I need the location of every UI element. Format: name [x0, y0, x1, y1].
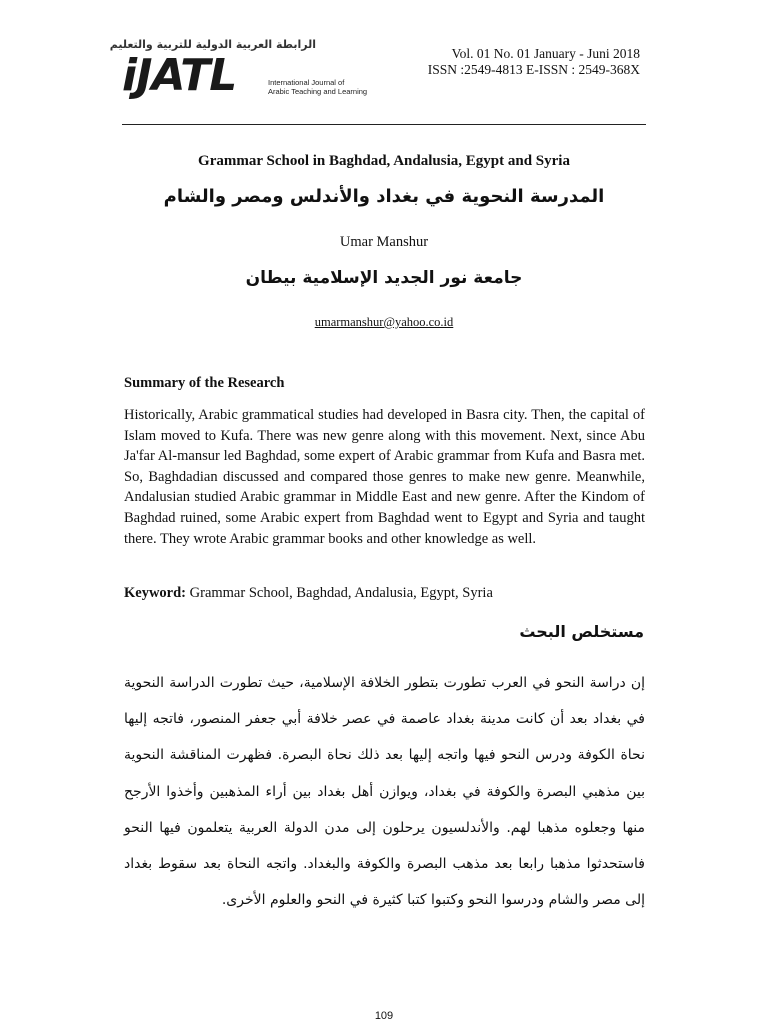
arabic-summary-heading: مستخلص البحث [519, 622, 644, 641]
author-email-container [122, 315, 646, 330]
summary-heading: Summary of the Research [124, 375, 285, 391]
article-title-arabic: المدرسة النحوية في بغداد والأندلس ومصر والشام [163, 186, 605, 207]
logo-mark: iJATL [122, 50, 237, 101]
header-divider [122, 124, 646, 125]
issn-line: ISSN :2549-4813 E-ISSN : 2549-368X [427, 62, 640, 77]
journal-logo [109, 38, 368, 108]
keyword-list: Grammar School, Baghdad, Andalusia, Egypt, Syria [189, 585, 493, 601]
author-name: Umar Manshur [339, 234, 429, 250]
logo-subtitle-line2: Arabic Teaching and Learning [268, 87, 368, 96]
page-number: 109 [374, 1010, 394, 1022]
author-email-link[interactable]: umarmanshur@yahoo.co.id [314, 315, 454, 329]
volume-line: Vol. 01 No. 01 January - Juni 2018 [451, 46, 640, 61]
journal-info [428, 46, 640, 78]
keyword-label: Keyword: [124, 585, 187, 601]
logo-subtitle-line1: International Journal of [268, 78, 345, 87]
arabic-summary-text: إن دراسة النحو في العرب تطورت بتطور الخلافة الإسلامية، حيث تطورت الدراسة النحوية في بغداد بعد أن كانت مدينة بغداد عاصمة في عصر خلافة أبي جعفر المنصور، فاتجه إليها نحاة الكوفة ودرس النحو فيها واتجه إليها بعد ذلك نحاة البصرة. فظهرت المناقشة النحوية بين مذهبي البصرة والكوفة في بغداد، ويوازن أهل بغداد بين أراء المذهبين وأخذوا الأرجح منها وجعلوه مذهبا لهم. والأندلسيون يرحلون إلى مدن الدولة العربية يتعلمون فيها النحو فاستحدثوا مذهبا رابعا بعد مذهب البصرة والكوفة والبغداد. واتجه النحاة بعد سقوط بغداد إلى مصر والشام ودرسوا النحو وكتبوا كتبا كثيرة في النحو والعلوم الأخرى. [124, 675, 645, 909]
summary-text: Historically, Arabic grammatical studies had developed in Basra city. Then, the capital of Islam moved to Kufa. There was new genre along with this movement. Next, since Abu Ja'far Al-mansur led Baghdad, some expert of Arabic grammar from Kufa and Basra met. So, Baghdadian discussed and compared those genres to make new genre. Meanwhile, Andalusian studied Arabic grammar in Middle East and new genre. After the Kindom of Baghdad ruined, some Arabic expert from Baghdad went to Egypt and Syria and taught there. They wrote Arabic grammar books and other knowledge as well. [124, 407, 645, 547]
article-title-english: Grammar School in Baghdad, Andalusia, Egypt and Syria [198, 153, 570, 169]
logo-arabic-text: الرابطة العربية الدولية للتربية والتعليم [109, 38, 316, 51]
author-affiliation: جامعة نور الجديد الإسلامية بيطان [245, 268, 523, 288]
keywords-line [124, 585, 493, 602]
logo-subtitle [268, 78, 367, 96]
